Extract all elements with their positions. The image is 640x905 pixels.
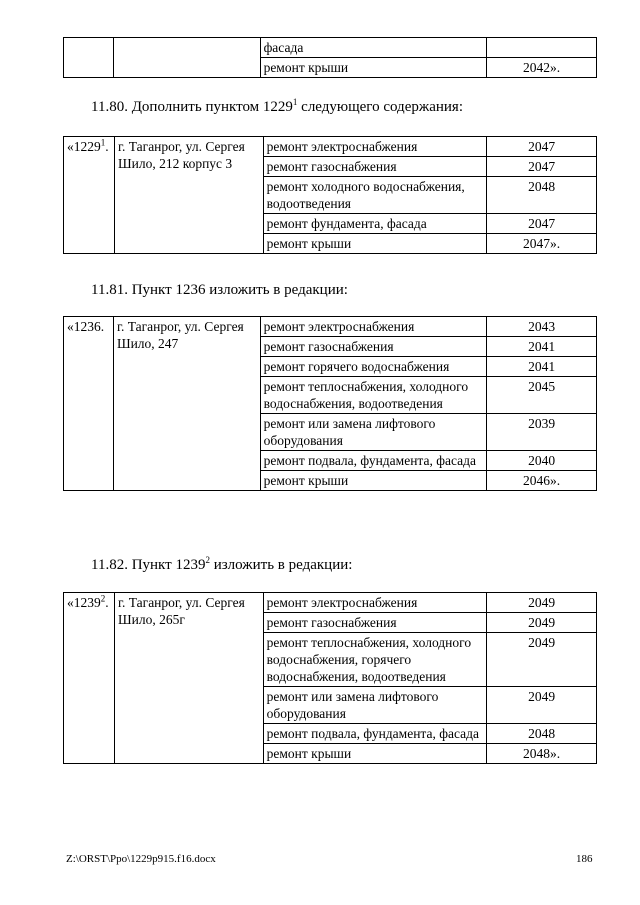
year-cell: 2046». bbox=[487, 471, 597, 491]
footer-file-path: Z:\ORST\Ppo\1229p915.f16.docx bbox=[66, 853, 216, 865]
work-cell: ремонт газоснабжения bbox=[260, 337, 487, 357]
paragraph-text: изложить в редакции: bbox=[209, 557, 353, 573]
year-cell: 2041 bbox=[487, 337, 597, 357]
work-cell: ремонт подвала, фундамента, фасада bbox=[260, 451, 487, 471]
work-cell: ремонт или замена лифтового оборудования bbox=[260, 414, 487, 451]
year-cell: 2047 bbox=[487, 214, 597, 234]
year-cell: 2047 bbox=[487, 137, 597, 157]
address-cell bbox=[113, 38, 260, 78]
paragraph-11-80 bbox=[91, 98, 463, 116]
paragraph-text: следующего содержания: bbox=[297, 99, 463, 115]
item-number-cell: «1229$^1$. bbox=[64, 137, 115, 254]
paragraph-11-81 bbox=[91, 281, 348, 299]
item-number-cell bbox=[64, 38, 114, 78]
work-cell: ремонт электроснабжения bbox=[263, 137, 487, 157]
year-cell: 2040 bbox=[487, 451, 597, 471]
year-cell: 2039 bbox=[487, 414, 597, 451]
year-cell: 2042». bbox=[487, 58, 597, 78]
item-number-cell: «1239$^2$. bbox=[64, 593, 115, 764]
work-cell: ремонт крыши bbox=[260, 58, 487, 78]
work-cell: ремонт подвала, фундамента, фасада bbox=[263, 724, 487, 744]
table-row bbox=[64, 593, 597, 613]
year-cell: 2048 bbox=[487, 724, 597, 744]
paragraph-11-82 bbox=[91, 556, 352, 574]
year-cell: 2048». bbox=[487, 744, 597, 764]
work-cell: ремонт газоснабжения bbox=[263, 157, 487, 177]
year-cell: 2047 bbox=[487, 157, 597, 177]
work-cell: ремонт электроснабжения bbox=[263, 593, 487, 613]
work-cell: ремонт крыши bbox=[263, 744, 487, 764]
year-cell: 2043 bbox=[487, 317, 597, 337]
year-cell: 2041 bbox=[487, 357, 597, 377]
table-row bbox=[64, 38, 597, 58]
work-cell: ремонт или замена лифтового оборудования bbox=[263, 687, 487, 724]
year-cell: 2049 bbox=[487, 613, 597, 633]
year-cell: 2049 bbox=[487, 593, 597, 613]
work-cell: ремонт теплоснабжения, холодного водоснабжения, водоотведения bbox=[260, 377, 487, 414]
paragraph-text: 11.81. Пункт 1236 изложить в редакции: bbox=[91, 282, 348, 298]
work-cell: фасада bbox=[260, 38, 487, 58]
address-cell: г. Таганрог, ул. Сергея Шило, 247 bbox=[113, 317, 260, 491]
table-1239-2 bbox=[63, 592, 597, 764]
year-cell: 2045 bbox=[487, 377, 597, 414]
item-number-cell: «1236. bbox=[64, 317, 114, 491]
address-cell: г. Таганрог, ул. Сергея Шило, 265г bbox=[114, 593, 263, 764]
table-row bbox=[64, 317, 597, 337]
continuation-table bbox=[63, 37, 597, 78]
table-1229-1 bbox=[63, 136, 597, 254]
work-cell: ремонт крыши bbox=[263, 234, 487, 254]
work-cell: ремонт горячего водоснабжения bbox=[260, 357, 487, 377]
superscript: 2 bbox=[205, 555, 210, 565]
work-cell: ремонт теплоснабжения, холодного водоснабжения, горячего водоснабжения, водоотведения bbox=[263, 633, 487, 687]
year-cell: 2047». bbox=[487, 234, 597, 254]
work-cell: ремонт холодного водоснабжения, водоотведения bbox=[263, 177, 487, 214]
year-cell: 2049 bbox=[487, 633, 597, 687]
paragraph-text: 11.82. Пункт 1239 bbox=[91, 557, 206, 573]
work-cell: ремонт электроснабжения bbox=[260, 317, 487, 337]
work-cell: ремонт газоснабжения bbox=[263, 613, 487, 633]
superscript: 1 bbox=[292, 97, 298, 107]
table-1236 bbox=[63, 316, 597, 491]
address-cell: г. Таганрог, ул. Сергея Шило, 212 корпус 3 bbox=[114, 137, 263, 254]
year-cell bbox=[487, 38, 597, 58]
year-cell: 2048 bbox=[487, 177, 597, 214]
paragraph-text: 11.80. Дополнить пунктом 1229 bbox=[91, 99, 293, 115]
work-cell: ремонт фундамента, фасада bbox=[263, 214, 487, 234]
table-row bbox=[64, 137, 597, 157]
year-cell: 2049 bbox=[487, 687, 597, 724]
work-cell: ремонт крыши bbox=[260, 471, 487, 491]
footer-page-number: 186 bbox=[576, 853, 593, 865]
